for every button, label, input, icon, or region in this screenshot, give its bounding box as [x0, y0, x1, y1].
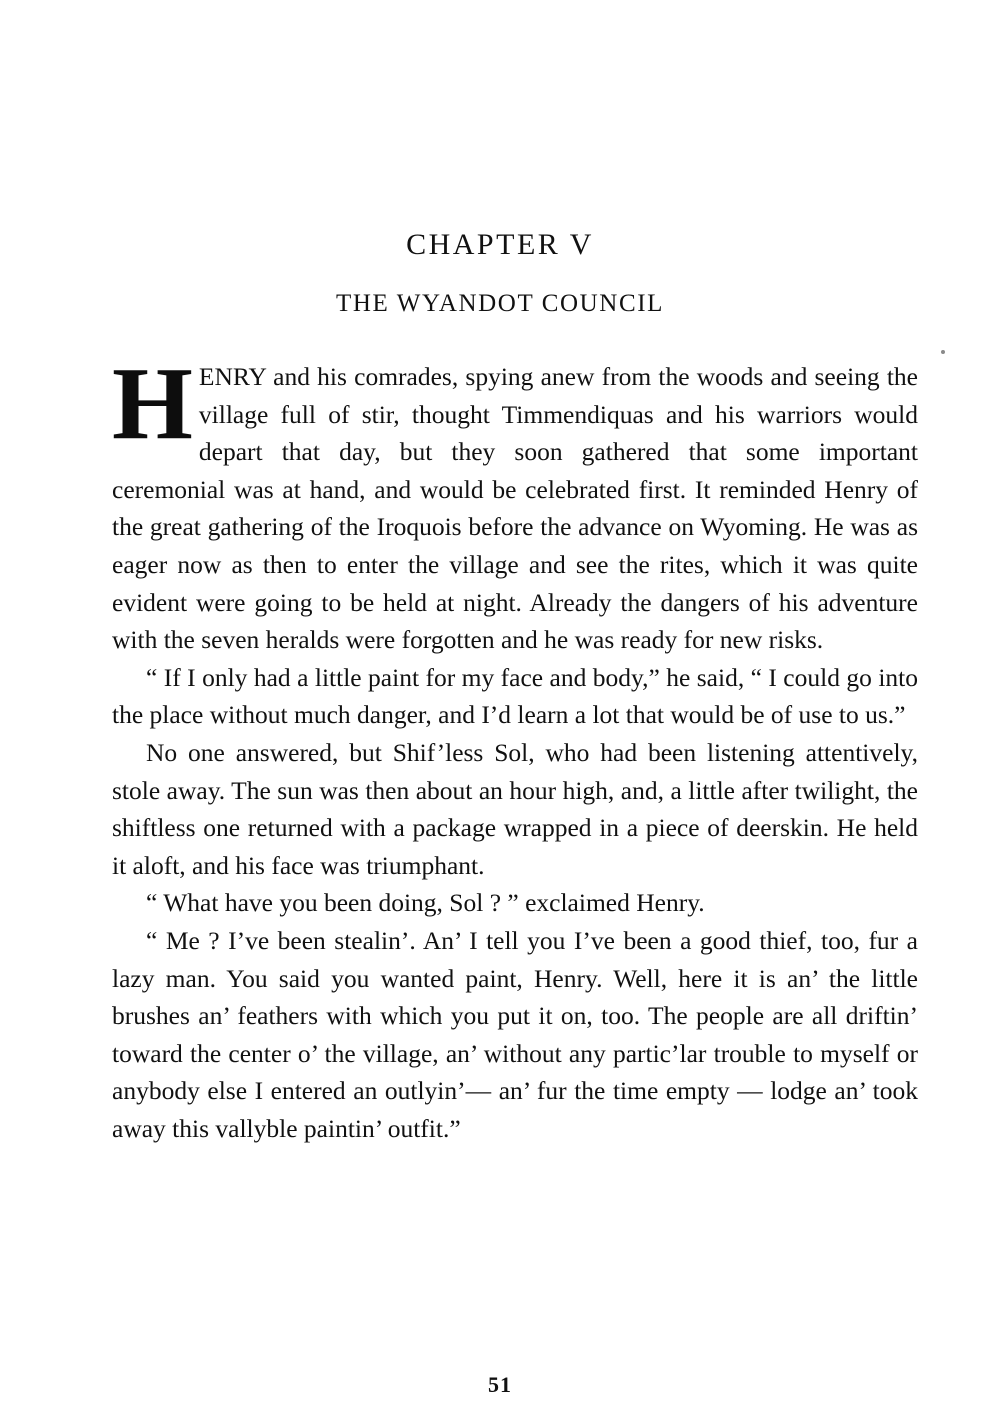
chapter-number: CHAPTER V — [406, 228, 594, 261]
page-number: 51 — [488, 1372, 512, 1397]
paragraph-2: “ If I only had a little paint for my face and body,” he said, “ I could go into the place without much danger, and I’d learn a lot that would be of use to us.” — [112, 662, 918, 730]
chapter-title: THE WYANDOT COUNCIL — [335, 290, 665, 317]
page-speck — [941, 350, 945, 354]
paragraph-1-text: ENRY and his comrades, spying anew from the woods and seeing the village full of stir, thought Timmendiquas and his warriors would depart that day, but they soon gathered that some important ceremonial was at hand, and would be celebrated first. It reminded Henry of the great gathering of the Iroquois before the advance on Wyoming. He was as eager now as then to enter the village and see the rites, which it was quite evident were going to be held at night. Already the dangers of his adventure with the seven heralds were forgotten and he was ready for new risks. — [112, 362, 918, 655]
drop-cap: H — [112, 346, 193, 461]
paragraph-3: No one answered, but Shif’less Sol, who had been listening attentively, stole away. The sun was then about an hour high, and, a little after twilight, the shiftless one returned with a package wrapped in a piece of deerskin. He held it aloft, and his face was triumphant. — [112, 737, 918, 880]
body-text — [112, 346, 918, 1147]
paragraph-5: “ Me ? I’ve been stealin’. An’ I tell you I’ve been a good thief, too, fur a lazy man. You said you wanted paint, Henry. Well, here it is an’ the little brushes an’ feathers with which you put it on, too. The people are all driftin’ toward the center o’ the village, an’ without any partic’lar trouble to myself or anybody else I entered an outlyin’— an’ fur the time empty — lodge an’ took away this vallyble paintin’ outfit.” — [112, 925, 918, 1143]
paragraph-1 — [112, 346, 918, 659]
paragraph-4: “ What have you been doing, Sol ? ” exclaimed Henry. — [146, 888, 705, 918]
